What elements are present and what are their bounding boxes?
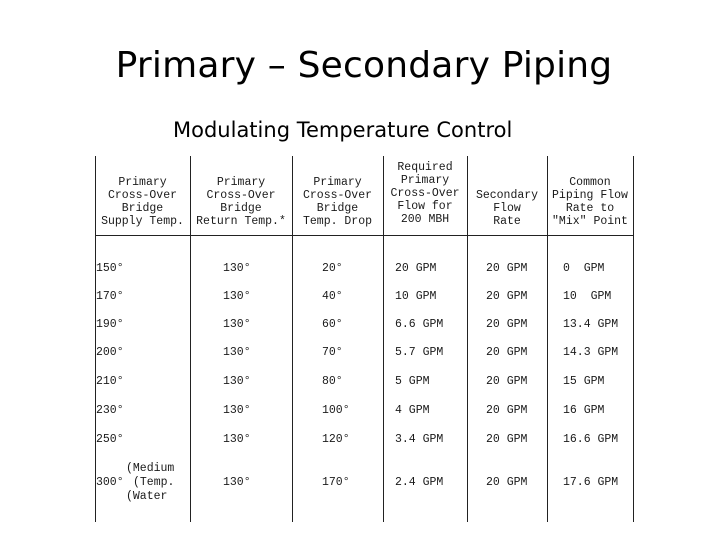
table-cell: 130°: [223, 290, 251, 303]
column-header-3: [292, 176, 383, 228]
header-divider: [95, 235, 634, 236]
table-right-border: [633, 156, 634, 522]
column-header-line: 200 MBH: [400, 213, 450, 226]
table-cell: 20 GPM: [486, 476, 528, 489]
column-header-line: Primary: [118, 176, 167, 189]
column-header-line: Cross-Over: [107, 189, 177, 202]
column-header-line: Rate: [493, 215, 521, 228]
table-cell: 16.6 GPM: [563, 433, 619, 446]
table-cell: 20 GPM: [486, 346, 528, 359]
column-header-line: Cross-Over: [302, 189, 372, 202]
column-header-line: Bridge: [220, 202, 262, 215]
table-cell: 14.3 GPM: [563, 346, 619, 359]
table-cell: 130°: [223, 346, 251, 359]
column-header-line: Flow for: [397, 200, 453, 213]
slide-title: Primary – Secondary Piping: [115, 45, 613, 86]
table-cell: 210°: [96, 375, 124, 388]
table-cell: 80°: [322, 375, 343, 388]
table-cell: 16 GPM: [563, 404, 605, 417]
column-header-line: Piping Flow: [552, 189, 628, 202]
table-cell: 2.4 GPM: [395, 476, 444, 489]
table-cell: 17.6 GPM: [563, 476, 619, 489]
table-cell: 300°: [96, 476, 124, 489]
table-cell: 130°: [223, 262, 251, 275]
table-cell: 20 GPM: [486, 375, 528, 388]
table-cell: 130°: [223, 433, 251, 446]
table-cell: 5 GPM: [395, 375, 430, 388]
table-cell: 190°: [96, 318, 124, 331]
column-header-2: [190, 176, 292, 228]
column-header-line: Supply Temp.: [101, 215, 184, 228]
column-header-line: Bridge: [316, 202, 359, 215]
table-cell: 250°: [96, 433, 124, 446]
column-header-line: Primary: [400, 174, 450, 187]
table-cell: 13.4 GPM: [563, 318, 619, 331]
table-cell: 120°: [322, 433, 350, 446]
table-cell: 130°: [223, 318, 251, 331]
column-header-line: Common: [569, 176, 611, 189]
column-header-line: Primary: [313, 176, 362, 189]
table-cell: 20 GPM: [395, 262, 437, 275]
last-row-note-line: (Medium: [126, 462, 175, 475]
table-cell: 170°: [96, 290, 124, 303]
table-cell: 100°: [322, 404, 350, 417]
column-header-line: Cross-Over: [390, 187, 460, 200]
table-cell: 6.6 GPM: [395, 318, 444, 331]
table-cell: 130°: [223, 476, 251, 489]
table-cell: 3.4 GPM: [395, 433, 444, 446]
column-header-line: Return Temp.*: [196, 215, 286, 228]
table-cell: 20 GPM: [486, 433, 528, 446]
column-header-4: [383, 161, 467, 226]
table-cell: 5.7 GPM: [395, 346, 444, 359]
table-cell: 4 GPM: [395, 404, 430, 417]
column-header-line: Cross-Over: [206, 189, 276, 202]
table-cell: 40°: [322, 290, 343, 303]
slide-subtitle: Modulating Temperature Control: [173, 118, 513, 142]
table-cell: 130°: [223, 404, 251, 417]
table-cell: 20 GPM: [486, 404, 528, 417]
column-header-line: Required: [397, 161, 453, 174]
column-header-line: Secondary: [475, 189, 539, 202]
column-header-line: Temp. Drop: [302, 215, 372, 228]
column-header-1: [95, 176, 190, 228]
column-header-line: Primary: [216, 176, 266, 189]
temperature-table: [93, 156, 637, 522]
table-cell: 60°: [322, 318, 343, 331]
table-cell: 150°: [96, 262, 124, 275]
table-cell: 70°: [322, 346, 343, 359]
table-cell: 10 GPM: [563, 290, 612, 303]
table-cell: 20 GPM: [486, 262, 528, 275]
column-header-line: Rate to: [565, 202, 615, 215]
column-header-5: [467, 189, 547, 228]
table-cell: 20 GPM: [486, 290, 528, 303]
table-cell: 0 GPM: [563, 262, 605, 275]
table-cell: 20°: [322, 262, 343, 275]
table-cell: 130°: [223, 375, 251, 388]
last-row-note-line: (Temp.: [133, 476, 175, 489]
column-header-line: Flow: [493, 202, 521, 215]
column-header-line: "Mix" Point: [552, 215, 628, 228]
table-cell: 170°: [322, 476, 350, 489]
table-cell: 20 GPM: [486, 318, 528, 331]
table-cell: 200°: [96, 346, 124, 359]
column-header-line: Bridge: [121, 202, 164, 215]
last-row-note-line: (Water: [126, 490, 168, 503]
table-cell: 230°: [96, 404, 124, 417]
column-header-6: [547, 176, 633, 228]
table-cell: 15 GPM: [563, 375, 605, 388]
table-cell: 10 GPM: [395, 290, 437, 303]
